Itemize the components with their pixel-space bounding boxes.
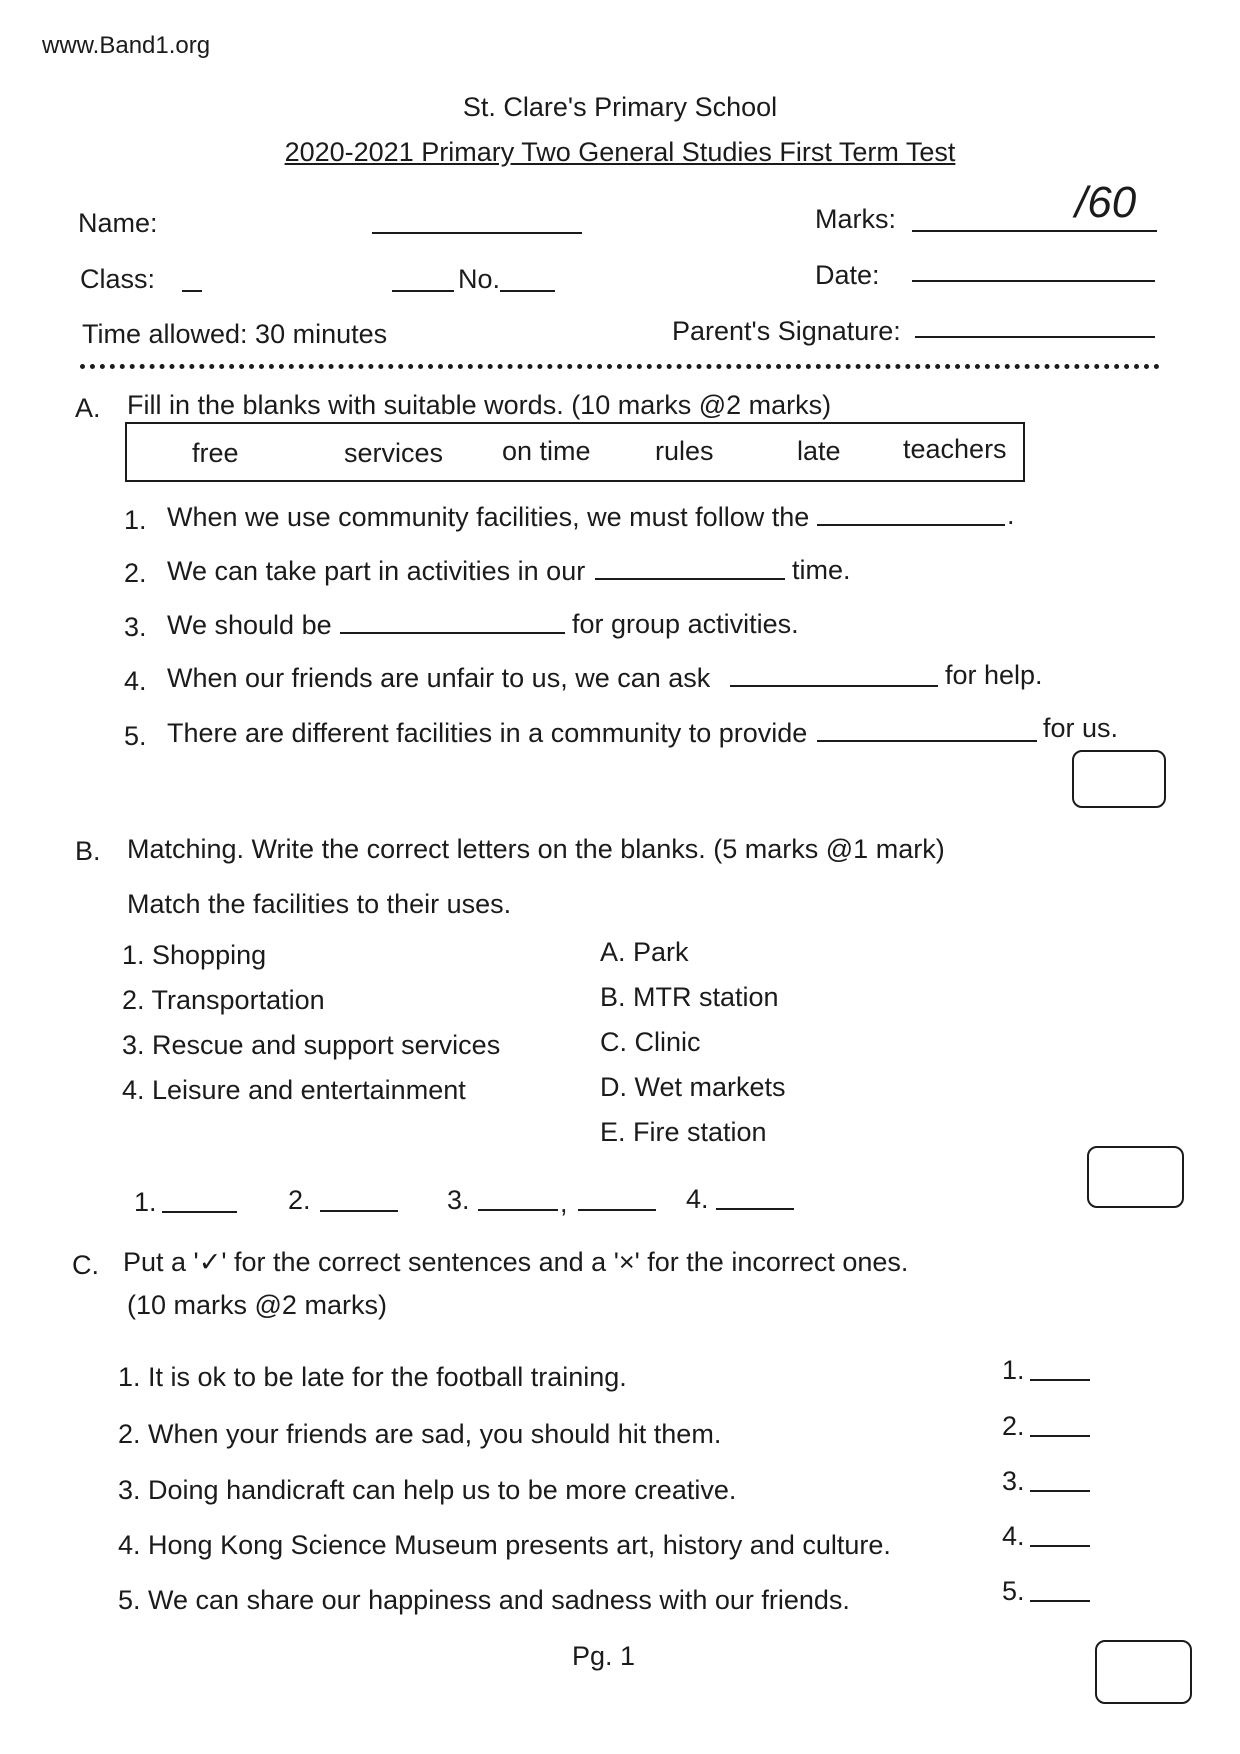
match-answer-blank[interactable] <box>162 1211 237 1213</box>
match-answer-label: 4. <box>686 1184 709 1214</box>
question-text-after: for help. <box>945 660 1043 690</box>
tick-answer-blank[interactable] <box>1030 1435 1090 1437</box>
divider <box>80 364 1160 369</box>
tick-answer-blank[interactable] <box>1030 1600 1090 1602</box>
section-c-marks: (10 marks @2 marks) <box>127 1290 387 1320</box>
match-answer-blank[interactable] <box>716 1208 794 1210</box>
class-blank-short[interactable] <box>182 290 202 292</box>
question-text-after: . <box>1007 500 1015 530</box>
tick-answer-label: 4. <box>1002 1521 1025 1551</box>
match-answer-separator: , <box>560 1188 568 1218</box>
test-title: 2020-2021 Primary Two General Studies First Term Test <box>284 137 956 167</box>
answer-blank[interactable] <box>817 740 1037 742</box>
question-text-after: for us. <box>1043 713 1119 743</box>
answer-blank[interactable] <box>595 578 785 580</box>
name-label: Name: <box>78 208 158 238</box>
name-blank[interactable] <box>372 232 582 234</box>
score-box-a[interactable] <box>1072 750 1166 808</box>
no-label: No. <box>458 264 501 294</box>
score-box-c[interactable] <box>1095 1640 1192 1704</box>
marks-label: Marks: <box>815 204 896 234</box>
section-b-instruction: Matching. Write the correct letters on the blanks. (5 marks @1 mark) <box>127 834 945 864</box>
question-text: When we use community facilities, we must follow the <box>167 502 810 532</box>
facility-item: C. Clinic <box>600 1027 701 1057</box>
tick-answer-blank[interactable] <box>1030 1379 1090 1381</box>
word-bank-item: late <box>797 436 841 466</box>
question-number: 1. <box>124 505 147 535</box>
tick-answer-label: 1. <box>1002 1355 1025 1385</box>
tick-answer-blank[interactable] <box>1030 1490 1090 1492</box>
question-number: 2. <box>124 558 147 588</box>
statement: 1. It is ok to be late for the football training. <box>118 1362 627 1392</box>
word-bank-item: services <box>344 438 444 468</box>
match-answer-label: 3. <box>447 1185 470 1215</box>
match-answer-label: 2. <box>288 1185 311 1215</box>
use-item: 4. Leisure and entertainment <box>122 1075 466 1105</box>
score-box-b[interactable] <box>1087 1146 1184 1208</box>
section-b-letter: B. <box>75 836 101 866</box>
match-answer-blank[interactable] <box>478 1209 558 1211</box>
tick-answer-blank[interactable] <box>1030 1545 1090 1547</box>
match-answer-label: 1. <box>134 1187 157 1217</box>
signature-label: Parent's Signature: <box>672 316 901 346</box>
match-answer-blank[interactable] <box>578 1209 656 1211</box>
section-a-letter: A. <box>75 393 101 423</box>
word-bank-item: on time <box>502 436 591 466</box>
class-label: Class: <box>80 264 156 294</box>
section-b-subinstruction: Match the facilities to their uses. <box>127 889 512 919</box>
section-a-instruction: Fill in the blanks with suitable words. (10 marks @2 marks) <box>127 390 832 420</box>
answer-blank[interactable] <box>817 524 1005 526</box>
facility-item: B. MTR station <box>600 982 779 1012</box>
date-blank[interactable] <box>912 280 1155 282</box>
facility-item: A. Park <box>600 937 689 967</box>
watermark: www.Band1.org <box>42 32 211 59</box>
class-blank[interactable] <box>392 290 454 292</box>
statement: 2. When your friends are sad, you should hit them. <box>118 1419 722 1449</box>
no-blank[interactable] <box>500 290 555 292</box>
tick-answer-label: 5. <box>1002 1576 1025 1606</box>
statement: 5. We can share our happiness and sadness with our friends. <box>118 1585 850 1615</box>
question-text: When our friends are unfair to us, we can ask <box>167 663 711 693</box>
facility-item: D. Wet markets <box>600 1072 786 1102</box>
match-answer-blank[interactable] <box>320 1210 398 1212</box>
tick-answer-label: 3. <box>1002 1466 1025 1496</box>
word-bank-item: rules <box>655 436 714 466</box>
marks-blank[interactable] <box>912 230 1157 232</box>
use-item: 3. Rescue and support services <box>122 1030 501 1060</box>
word-bank-item: free <box>192 438 239 468</box>
signature-blank[interactable] <box>915 336 1155 338</box>
date-label: Date: <box>815 260 880 290</box>
facility-item: E. Fire station <box>600 1117 767 1147</box>
question-number: 4. <box>124 666 147 696</box>
word-bank <box>125 422 1025 482</box>
section-c-letter: C. <box>72 1250 99 1280</box>
question-number: 5. <box>124 721 147 751</box>
word-bank-item: teachers <box>903 434 1007 464</box>
question-text-after: time. <box>792 555 851 585</box>
statement: 4. Hong Kong Science Museum presents art, history and culture. <box>118 1530 891 1560</box>
question-text: There are different facilities in a community to provide <box>167 718 808 748</box>
section-c-instruction: Put a '✓' for the correct sentences and a '×' for the incorrect ones. <box>123 1247 909 1277</box>
time-allowed: Time allowed: 30 minutes <box>82 319 388 349</box>
answer-blank[interactable] <box>730 685 938 687</box>
tick-answer-label: 2. <box>1002 1411 1025 1441</box>
question-text-after: for group activities. <box>572 609 799 639</box>
question-text: We should be <box>167 610 332 640</box>
page-number: Pg. 1 <box>572 1641 636 1671</box>
marks-total: /60 <box>1075 178 1137 227</box>
school-name: St. Clare's Primary School <box>462 92 778 122</box>
use-item: 1. Shopping <box>122 940 267 970</box>
answer-blank[interactable] <box>340 632 565 634</box>
question-number: 3. <box>124 612 147 642</box>
use-item: 2. Transportation <box>122 985 325 1015</box>
statement: 3. Doing handicraft can help us to be more creative. <box>118 1475 737 1505</box>
question-text: We can take part in activities in our <box>167 556 586 586</box>
